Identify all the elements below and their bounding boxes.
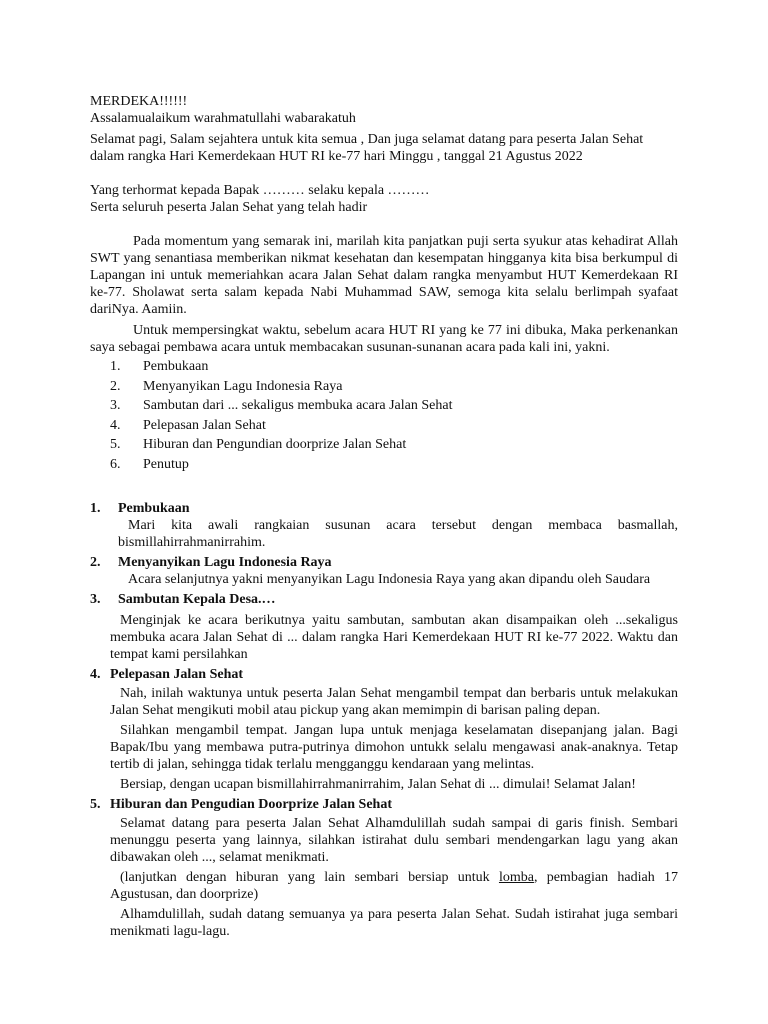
list-item-number: 4. [110,417,121,433]
greeting-paragraph: Selamat pagi, Salam sejahtera untuk kita semua , Dan juga selamat datang para peserta Jalan Sehat dalam rangka Hari Kemerdekaan HUT RI ke-77 hari Minggu , tanggal 21 Agustus 2022 [90,132,644,164]
section-lagu-indonesia-raya [90,554,678,588]
audience-line: Serta seluruh peserta Jalan Sehat yang telah hadir [90,200,368,215]
section-pelepasan [90,666,678,793]
section-number: 4. [90,667,101,682]
section-pembukaan [90,500,678,551]
section-paragraph: Mari kita awali rangkaian susunan acara tersebut dengan membaca basmallah, bismillahirrahmanirrahim. [118,518,678,550]
list-item-number: 2. [110,378,121,394]
section-sambutan [90,591,678,663]
section-title: Menyanyikan Lagu Indonesia Raya [118,555,332,570]
list-item-text: Pelepasan Jalan Sehat [143,417,266,433]
section-paragraph: Menginjak ke acara berikutnya yaitu sambutan, sambutan akan disampaikan oleh ...sekaligus membuka acara Jalan Sehat di ... dalam rangka Hari Kemerdekaan HUT RI ke-77 2022. Waktu dan tempat kami persilahkan [110,613,678,662]
section-title: Hiburan dan Pengudian Doorprize Jalan Sehat [110,797,392,812]
paragraph-text: , pembagian hadiah 17 Agustusan, dan doorprize) [110,870,678,902]
lomba-link[interactable]: lomba [498,870,534,885]
section-heading [90,796,678,813]
section-title: Pembukaan [118,501,190,516]
section-heading [90,666,678,683]
section-hiburan [90,796,678,940]
list-item-text: Hiburan dan Pengundian doorprize Jalan Sehat [143,437,407,452]
section-heading [90,500,678,517]
section-paragraph: Alhamdulillah, sudah datang semuanya ya para peserta Jalan Sehat. Sudah istirahat juga sembari menikmati lagu-lagu. [110,907,678,939]
list-item [90,417,678,434]
intro-paragraph-2: Untuk mempersingkat waktu, sebelum acara HUT RI yang ke 77 ini dibuka, Maka perkenankan saya sebagai pembawa acara untuk membacakan susunan-sunanan acara pada kali ini, yakni. [90,323,678,355]
section-number: 1. [90,501,101,516]
intro-paragraph-1: Pada momentum yang semarak ini, marilah kita panjatkan puji serta syukur atas kehadirat Allah SWT yang senantiasa memberikan nikmat kesehatan dan kesempatan hingganya kita bisa berkumpul di Lapangan ini untuk memeriahkan acara Jalan Sehat dalam rangka menyambut HUT Kemerdekaan RI ke-77. Sholawat serta salam kepada Nabi Muhammad SAW, semoga kita selalu berlimpah syafaat dariNya. Aamiin. [90,234,678,317]
section-paragraph: Bersiap, dengan ucapan bismillahirrahmanirrahim, Jalan Sehat di ... dimulai! Selamat Jalan! [120,777,636,792]
list-item-text: Penutup [143,456,189,472]
list-item [90,456,678,473]
paragraph-text: (lanjutkan dengan hiburan yang lain sembari bersiap untuk [120,870,499,885]
section-paragraph: Acara selanjutnya yakni menyanyikan Lagu Indonesia Raya yang akan dipandu oleh Saudara [128,572,651,587]
doc-title: MERDEKA!!!!!! [90,94,188,109]
section-number: 2. [90,555,101,570]
section-heading [90,591,678,608]
list-item [90,358,678,375]
section-title: Pelepasan Jalan Sehat [110,667,244,682]
salam-line: Assalamualaikum warahmatullahi wabarakatuh [90,111,356,126]
section-heading [90,554,678,571]
section-number: 3. [90,592,101,607]
section-paragraph: Selamat datang para peserta Jalan Sehat Alhamdulillah sudah sampai di garis finish. Sembari menunggu peserta yang lainnya, silahkan istirahat dulu sembari mendengarkan lagu yang akan dibawakan oleh ..., selamat menikmati. [110,816,678,865]
list-item [90,397,678,414]
list-item-text: Pembukaan [143,359,209,374]
list-item-number: 1. [110,359,121,374]
section-paragraph [110,869,678,903]
agenda-list [90,358,678,473]
list-item-text: Menyanyikan Lagu Indonesia Raya [143,378,343,394]
list-item-text: Sambutan dari ... sekaligus membuka acara Jalan Sehat [143,398,453,413]
section-title: Sambutan Kepala Desa.… [118,592,276,607]
section-paragraph: Silahkan mengambil tempat. Jangan lupa untuk menjaga keselamatan disepanjang jalan. Bagi Bapak/Ibu yang membawa putra-putrinya dimohon untukk selalu mengawasi anak-anaknya. Tetap tertib di jalan, sehingga tidak terlalu mengganggu kendaraan yang melintas. [110,723,678,772]
honorific-line: Yang terhormat kepada Bapak ……… selaku kepala ……… [90,183,430,198]
list-item [90,436,678,453]
section-paragraph: Nah, inilah waktunya untuk peserta Jalan Sehat mengambil tempat dan berbaris untuk melakukan Jalan Sehat mengikuti mobil atau pickup yang akan memimpin di barisan paling depan. [110,686,678,718]
list-item-number: 3. [110,398,121,413]
list-item-number: 6. [110,456,121,472]
list-item-number: 5. [110,437,121,452]
section-number: 5. [90,797,101,812]
list-item [90,378,678,395]
